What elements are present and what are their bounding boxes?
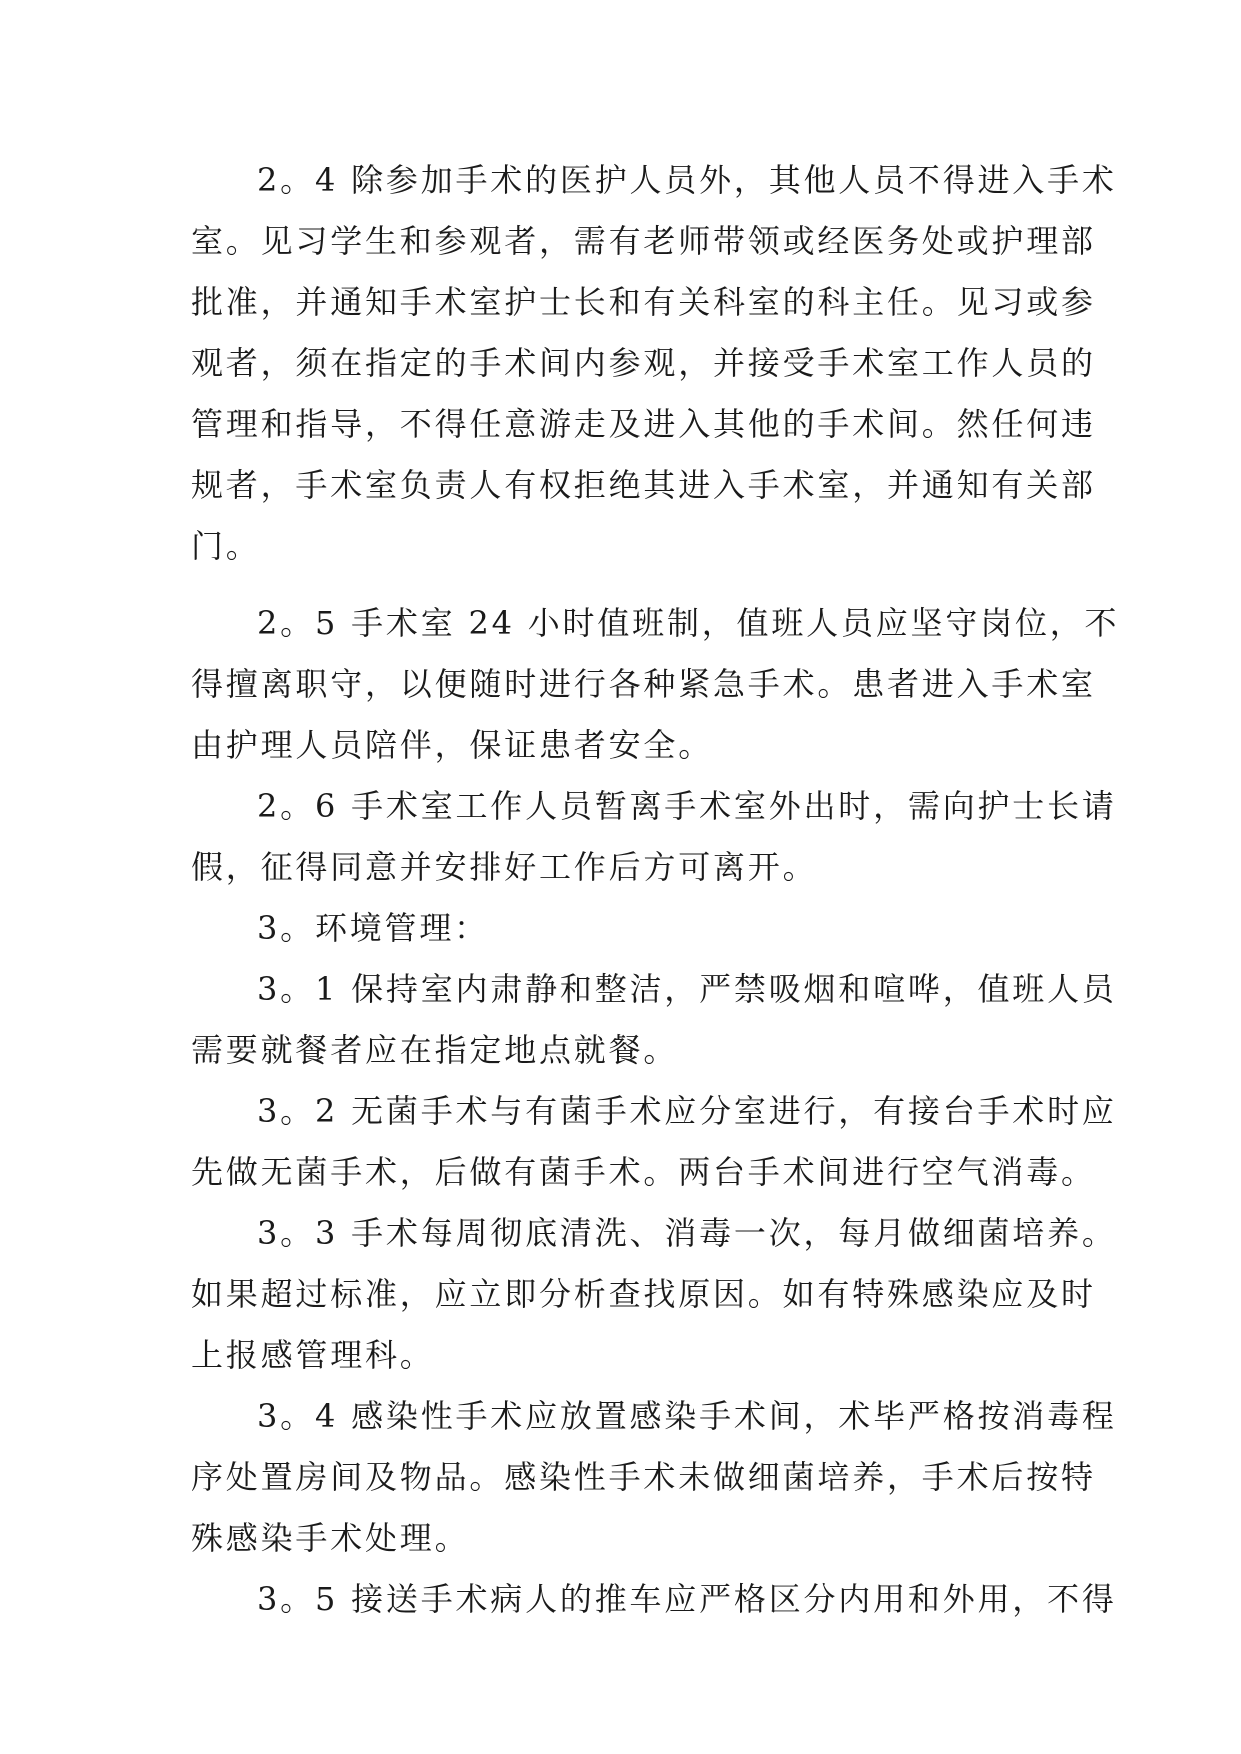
paragraph-3-4 (191, 1396, 1117, 1579)
paragraph-line: 先做无菌手术，后做有菌手术。两台手术间进行空气消毒。 (191, 1153, 1096, 1191)
paragraph-line: 2。4 除参加手术的医护人员外，其他人员不得进入手术 (257, 161, 1117, 199)
paragraph-2-5 (191, 603, 1120, 786)
paragraph-line: 3。3 手术每周彻底清洗、消毒一次，每月做细菌培养。 (257, 1214, 1117, 1252)
paragraph-line: 2。5 手术室 24 小时值班制，值班人员应坚守岗位，不 (257, 604, 1120, 642)
paragraph-line: 序处置房间及物品。感染性手术未做细菌培养，手术后按特 (191, 1458, 1096, 1496)
paragraph-line: 门。 (191, 527, 261, 565)
paragraph-line: 上报感管理科。 (191, 1336, 435, 1374)
paragraph-line: 批准，并通知手术室护士长和有关科室的科主任。见习或参 (191, 283, 1096, 321)
paragraph-line: 观者，须在指定的手术间内参观，并接受手术室工作人员的 (191, 344, 1096, 382)
paragraph-line: 3。4 感染性手术应放置感染手术间，术毕严格按消毒程 (257, 1397, 1117, 1435)
paragraph-line: 室。见习学生和参观者，需有老师带领或经医务处或护理部 (191, 222, 1096, 260)
paragraph-line: 管理和指导，不得任意游走及进入其他的手术间。然任何违 (191, 405, 1096, 443)
paragraph-line: 需要就餐者应在指定地点就餐。 (191, 1031, 679, 1069)
paragraph-line: 得擅离职守，以便随时进行各种紧急手术。患者进入手术室 (191, 665, 1096, 703)
paragraph-line: 殊感染手术处理。 (191, 1519, 470, 1557)
paragraph-3-1 (191, 969, 1117, 1091)
paragraph-2-6 (191, 786, 1117, 908)
paragraph-3-2 (191, 1091, 1117, 1213)
paragraph-3-5 (191, 1579, 1117, 1640)
paragraph-2-4 (191, 160, 1117, 587)
document-body (191, 160, 1120, 1640)
paragraph-line: 由护理人员陪伴，保证患者安全。 (191, 726, 714, 764)
paragraph-line: 规者，手术室负责人有权拒绝其进入手术室，并通知有关部 (191, 466, 1096, 504)
paragraph-line: 假，征得同意并安排好工作后方可离开。 (191, 848, 818, 886)
section-heading-line: 3。环境管理： (257, 909, 489, 947)
paragraph-line: 3。2 无菌手术与有菌手术应分室进行，有接台手术时应 (257, 1092, 1117, 1130)
paragraph-line: 如果超过标准，应立即分析查找原因。如有特殊感染应及时 (191, 1275, 1096, 1313)
paragraph-3-3 (191, 1213, 1117, 1396)
section-heading-3 (191, 908, 1049, 969)
paragraph-line: 3。1 保持室内肃静和整洁，严禁吸烟和喧哗，值班人员 (257, 970, 1117, 1008)
paragraph-line: 2。6 手术室工作人员暂离手术室外出时，需向护士长请 (257, 787, 1117, 825)
paragraph-line: 3。5 接送手术病人的推车应严格区分内用和外用，不得 (257, 1580, 1117, 1618)
